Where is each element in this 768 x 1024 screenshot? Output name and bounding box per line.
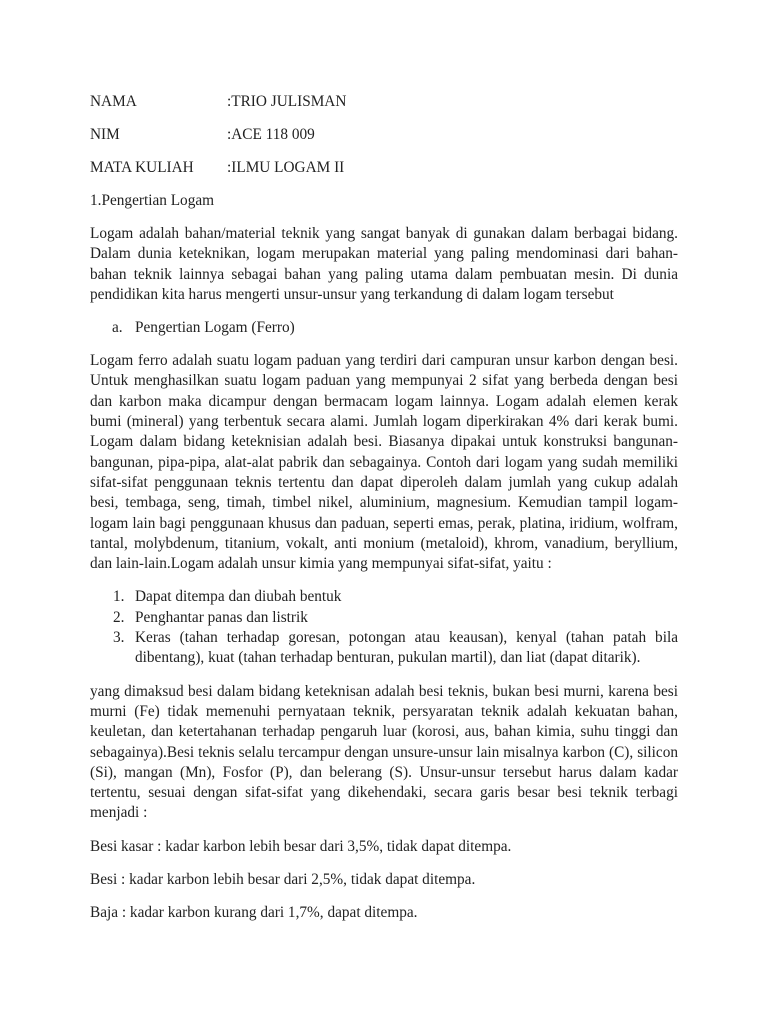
info-value: :TRIO JULISMAN [227,93,347,110]
list-item [90,587,678,607]
info-label: MATA KULIAH [90,159,194,176]
info-row-nim [90,125,678,145]
intro-paragraph: Logam adalah bahan/material teknik yang sangat banyak di gunakan dalam berbagai bidang. Dalam dunia keteknikan, logam merupakan material yang paling mendominasi dari bahan-bahan teknik lainnya sebagai bahan yang paling utama dalam pembuatan mesin. Di dunia pendidikan kita harus mengerti unsur-unsur yang terkandung di dalam logam tersebut [90,225,678,303]
list-item [90,628,678,669]
list-item [90,608,678,628]
info-label: NAMA [90,93,137,110]
info-row-mata-kuliah [90,158,678,178]
category-besi-kasar: Besi kasar : kadar karbon lebih besar dari 3,5%, tidak dapat ditempa. [90,837,512,855]
list-number: 1. [113,588,125,606]
info-row-nama [90,92,678,112]
document-page [90,92,678,936]
section-heading: 1.Pengertian Logam [90,192,215,209]
besi-teknis-paragraph: yang dimaksud besi dalam bidang keteknisan adalah besi teknis, bukan besi murni, karena besi murni (Fe) tidak memenuhi pernyataan teknik, persyaratan teknik adalah kekuatan bahan, keuletan, dan ketertahanan terhadap pengaruh luar (korosi, aus, bahan kimia, suhu tinggi dan sebagainya).Besi teknis selalu tercampur dengan unsure-unsur lain misalnya karbon (C), silicon (Si), mangan (Mn), Fosfor (P), dan belerang (S). Unsur-unsur tersebut harus dalam kadar tertentu, sesuai dengan sifat-sifat yang dikehendaki, secara garis besar besi teknik terbagi menjadi : [90,682,678,822]
category-baja: Baja : kadar karbon kurang dari 1,7%, dapat ditempa. [90,903,418,921]
properties-list [90,587,678,668]
list-text: Dapat ditempa dan diubah bentuk [135,588,342,606]
info-value: :ILMU LOGAM II [227,159,345,176]
list-number: 2. [113,608,125,626]
category-besi: Besi : kadar karbon lebih besar dari 2,5%, tidak dapat ditempa. [90,870,476,888]
info-value: :ACE 118 009 [227,126,315,143]
sub-heading-ferro [90,318,678,338]
info-label: NIM [90,126,120,143]
sub-heading-marker: a. [112,319,123,337]
ferro-paragraph: Logam ferro adalah suatu logam paduan yang terdiri dari campuran unsur karbon dengan besi. Untuk menghasilkan suatu logam paduan yang mempunyai 2 sifat yang berbeda dengan besi dan karbon maka dicampur dengan bermacam logam lainnya. Logam adalah elemen kerak bumi (mineral) yang terbentuk secara alami. Jumlah logam diperkirakan 4% dari kerak bumi. Logam dalam bidang keteknisian adalah besi. Biasanya dipakai untuk konstruksi bangunan-bangunan, pipa-pipa, alat-alat pabrik dan sebagainya. Contoh dari logam yang sudah memiliki sifat-sifat penggunaan teknis tertentu dan dapat diperoleh dalam jumlah yang cukup adalah besi, tembaga, seng, timah, timbel nikel, aluminium, magnesium. Kemudian tampil logam-logam lain bagi penggunaan khusus dan paduan, seperti emas, perak, platina, iridium, wolfram, tantal, molybdenum, titanium, vokalt, anti monium (metaloid), khrom, vanadium, beryllium, dan lain-lain.Logam adalah unsur kimia yang mempunyai sifat-sifat, yaitu : [90,352,678,573]
list-number: 3. [113,629,125,647]
list-text: Keras (tahan terhadap goresan, potongan atau keausan), kenyal (tahan patah bila dibentang), kuat (tahan terhadap benturan, pukulan martil), dan liat (dapat ditarik). [135,629,678,667]
sub-heading-title: Pengertian Logam (Ferro) [135,319,295,337]
list-text: Penghantar panas dan listrik [135,608,308,626]
